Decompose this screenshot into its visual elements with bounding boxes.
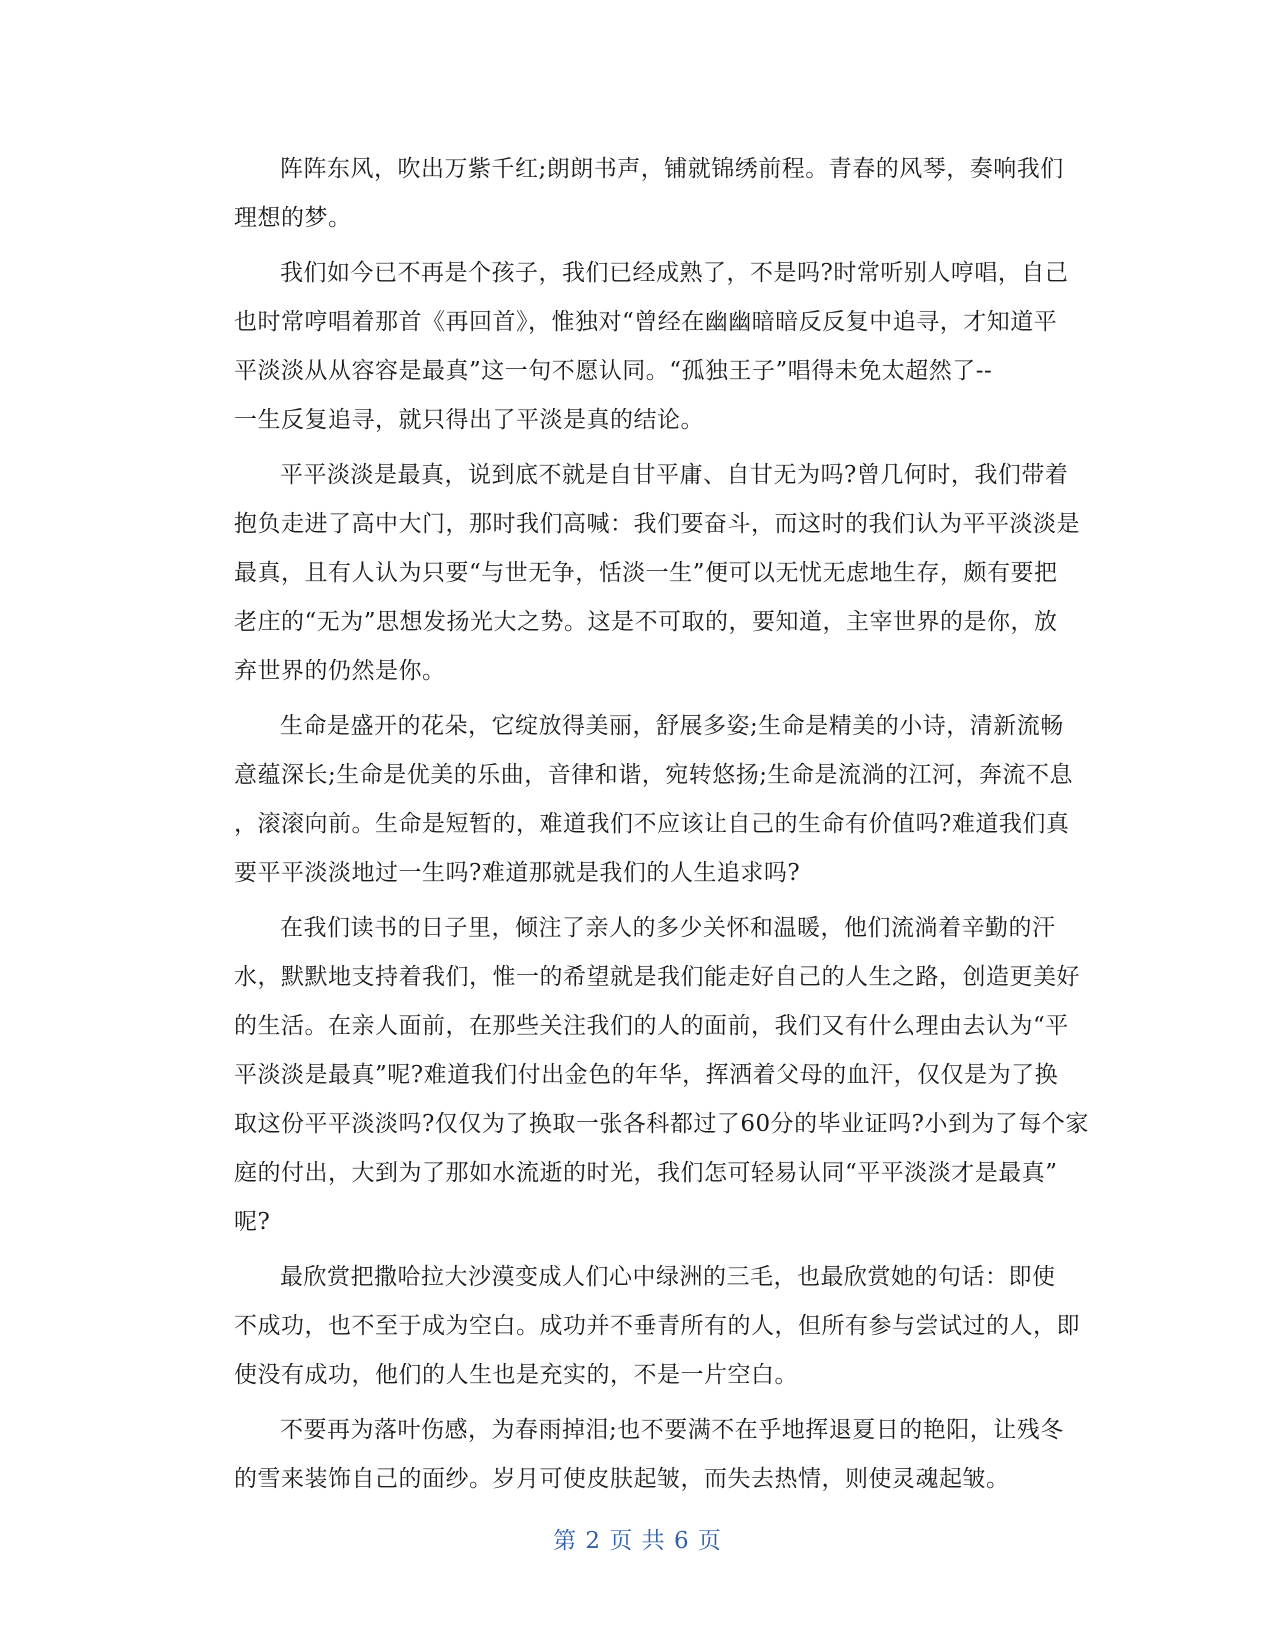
text-line: 阵阵东风，吹出万紫千红;朗朗书声，铺就锦绣前程。青春的风琴，奏响我们 (280, 156, 1064, 182)
text-line: 水，默默地支持着我们，惟一的希望就是我们能走好自己的人生之路，创造更美好 (234, 964, 1080, 990)
paragraph (188, 249, 1088, 445)
paragraph (188, 145, 1088, 243)
text-line: 也时常哼唱着那首《再回首》，惟独对“曾经在幽幽暗暗反反复中追寻，才知道平 (234, 309, 1058, 335)
document-body (188, 145, 1088, 1510)
text-line: 理想的梦。 (234, 205, 352, 231)
paragraph (188, 1253, 1088, 1400)
text-line: 意蕴深长;生命是优美的乐曲，音律和谐，宛转悠扬;生命是流淌的江河，奔流不息 (234, 762, 1073, 788)
text-line: 要平平淡淡地过一生吗?难道那就是我们的人生追求吗? (234, 860, 801, 886)
text-line: 最真，且有人认为只要“与世无争，恬淡一生”便可以无忧无虑地生存，颇有要把 (234, 560, 1058, 586)
text-line: 弃世界的仍然是你。 (234, 658, 446, 684)
text-line: 最欣赏把撒哈拉大沙漠变成人们心中绿洲的三毛，也最欣赏她的句话：即使 (280, 1264, 1056, 1290)
paragraph (188, 904, 1088, 1247)
text-line: 抱负走进了高中大门，那时我们高喊：我们要奋斗，而这时的我们认为平平淡淡是 (234, 511, 1080, 537)
text-line: 平淡淡从从容容是最真”这一句不愿认同。“孤独王子”唱得未免太超然了-- (234, 358, 993, 384)
text-line: 生命是盛开的花朵，它绽放得美丽，舒展多姿;生命是精美的小诗，清新流畅 (280, 713, 1064, 739)
paragraph (188, 1406, 1088, 1504)
text-line: 不要再为落叶伤感，为春雨掉泪;也不要满不在乎地挥退夏日的艳阳，让残冬 (280, 1417, 1064, 1443)
text-line: 在我们读书的日子里，倾注了亲人的多少关怀和温暖，他们流淌着辛勤的汗 (280, 915, 1056, 941)
text-line: 取这份平平淡淡吗?仅仅为了换取一张各科都过了60分的毕业证吗?小到为了每个家 (234, 1111, 1089, 1137)
text-line: 的雪来装饰自己的面纱。岁月可使皮肤起皱，而失去热情，则使灵魂起皱。 (234, 1466, 1010, 1492)
text-line: 平淡淡是最真”呢?难道我们付出金色的年华，挥洒着父母的血汗，仅仅是为了换 (234, 1062, 1059, 1088)
text-line: 呢? (234, 1209, 271, 1235)
text-line: 老庄的“无为”思想发扬光大之势。这是不可取的，要知道，主宰世界的是你，放 (234, 609, 1058, 635)
text-line: 平平淡淡是最真，说到底不就是自甘平庸、自甘无为吗?曾几何时，我们带着 (280, 462, 1069, 488)
text-line: 的生活。在亲人面前，在那些关注我们的人的面前，我们又有什么理由去认为“平 (234, 1013, 1069, 1039)
page-number-footer: 第 2 页 共 6 页 (553, 1528, 722, 1554)
text-line: 我们如今已不再是个孩子，我们已经成熟了，不是吗?时常听别人哼唱，自己 (280, 260, 1069, 286)
text-line: 一生反复追寻，就只得出了平淡是真的结论。 (234, 407, 704, 433)
text-line: 庭的付出，大到为了那如水流逝的时光，我们怎可轻易认同“平平淡淡才是最真” (234, 1160, 1058, 1186)
text-line: ，滚滚向前。生命是短暂的，难道我们不应该让自己的生命有价值吗?难道我们真 (234, 811, 1070, 837)
text-line: 不成功，也不至于成为空白。成功并不垂青所有的人，但所有参与尝试过的人，即 (234, 1313, 1080, 1339)
text-line: 使没有成功，他们的人生也是充实的，不是一片空白。 (234, 1362, 798, 1388)
paragraph (188, 451, 1088, 696)
paragraph (188, 702, 1088, 898)
